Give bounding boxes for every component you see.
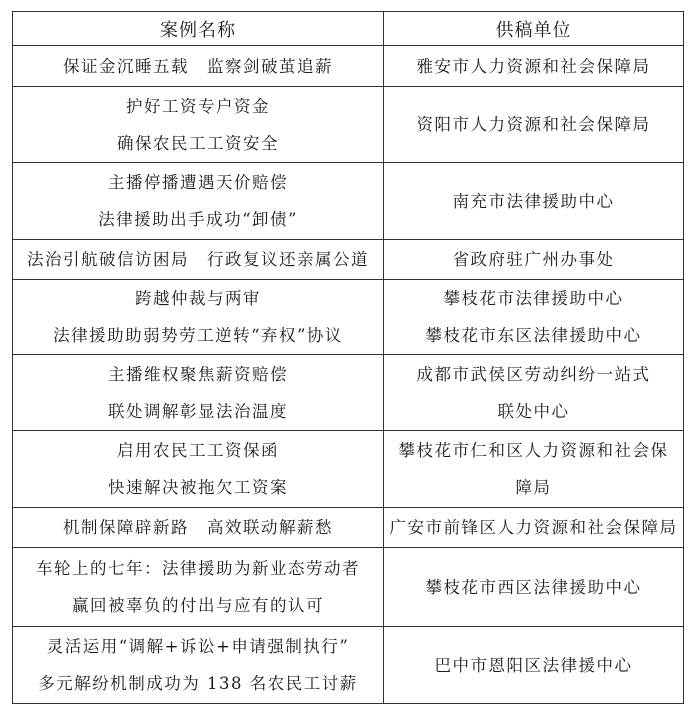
contributor-cell — [384, 280, 684, 355]
contributor-line: 攀枝花市西区法律援助中心 — [425, 577, 642, 597]
contributor-cell — [384, 627, 684, 704]
case-name-line: 机制保障辟新路 高效联动解薪愁 — [63, 518, 333, 537]
case-name-cell — [13, 355, 384, 431]
case-name-cell — [13, 508, 384, 548]
contributor-cell — [384, 548, 684, 627]
case-name-line: 灵活运用“调解+诉讼+申请强制执行” — [46, 637, 350, 656]
table-row — [13, 431, 684, 508]
case-name-cell — [13, 87, 384, 163]
case-name-line: 多元解纷机制成功为 138 名农民工讨薪 — [38, 674, 358, 693]
contributor-cell — [384, 508, 684, 548]
case-name-line: 法律援助助弱势劳工逆转“弃权”协议 — [53, 326, 343, 345]
case-name-line: 跨越仲裁与两审 — [135, 289, 261, 308]
case-name-cell — [13, 240, 384, 280]
contributor-cell — [384, 431, 684, 508]
contributor-line: 成都市武侯区劳动纠纷一站式 — [416, 364, 651, 384]
contributor-line: 攀枝花市法律援助中心 — [443, 289, 624, 308]
table-row — [13, 87, 684, 163]
case-name-line: 法治引航破信访困局 行政复议还亲属公道 — [27, 250, 369, 269]
case-name-line: 快速解决被拖欠工资案 — [108, 478, 288, 497]
contributor-line: 资阳市人力资源和社会保障局 — [416, 115, 651, 134]
case-name-line: 保证金沉睡五载 监察剑破茧追薪 — [63, 56, 333, 76]
table-row — [13, 508, 684, 548]
case-name-line: 主播停播遭遇天价赔偿 — [108, 173, 288, 192]
column-header-contributor: 供稿单位 — [384, 12, 684, 46]
table-row — [13, 163, 684, 240]
contributor-line: 障局 — [515, 478, 552, 497]
case-name-cell — [13, 627, 384, 704]
contributor-cell — [384, 163, 684, 240]
case-name-line: 法律援助出手成功“卸债” — [98, 210, 298, 229]
contributor-line: 南充市法律援助中心 — [452, 191, 615, 211]
case-name-line: 联处调解彰显法治温度 — [108, 401, 288, 421]
contributor-line: 联处中心 — [497, 401, 570, 421]
contributor-line: 巴中市恩阳区法律援中心 — [434, 655, 633, 675]
table-header-row — [13, 12, 684, 46]
case-name-cell — [13, 46, 384, 87]
case-name-line: 确保农民工工资安全 — [117, 133, 279, 153]
contributor-cell — [384, 46, 684, 87]
contributor-line: 省政府驻广州办事处 — [452, 250, 615, 269]
table-row — [13, 240, 684, 280]
case-name-cell — [13, 431, 384, 508]
case-name-line: 主播维权聚焦薪资赔偿 — [108, 364, 288, 384]
case-name-cell — [13, 548, 384, 627]
case-name-cell — [13, 163, 384, 240]
table-row — [13, 46, 684, 87]
case-name-line: 赢回被辜负的付出与应有的认可 — [72, 596, 324, 615]
contributor-cell — [384, 87, 684, 163]
column-header-case-name: 案例名称 — [13, 12, 384, 46]
case-name-line: 车轮上的七年：法律援助为新业态劳动者 — [36, 559, 360, 578]
contributor-cell — [384, 240, 684, 280]
case-name-line: 护好工资专户资金 — [126, 96, 270, 116]
table-row — [13, 280, 684, 355]
case-name-cell — [13, 280, 384, 355]
table-row — [13, 355, 684, 431]
table-row — [13, 627, 684, 704]
contributor-line: 攀枝花市东区法律援助中心 — [425, 326, 642, 345]
contributor-line: 攀枝花市仁和区人力资源和社会保 — [398, 441, 669, 460]
contributor-line: 雅安市人力资源和社会保障局 — [416, 56, 651, 76]
contributor-cell — [384, 355, 684, 431]
case-table — [12, 11, 684, 704]
contributor-line: 广安市前锋区人力资源和社会保障局 — [389, 518, 678, 537]
table-row — [13, 548, 684, 627]
case-name-line: 启用农民工工资保函 — [117, 441, 279, 460]
